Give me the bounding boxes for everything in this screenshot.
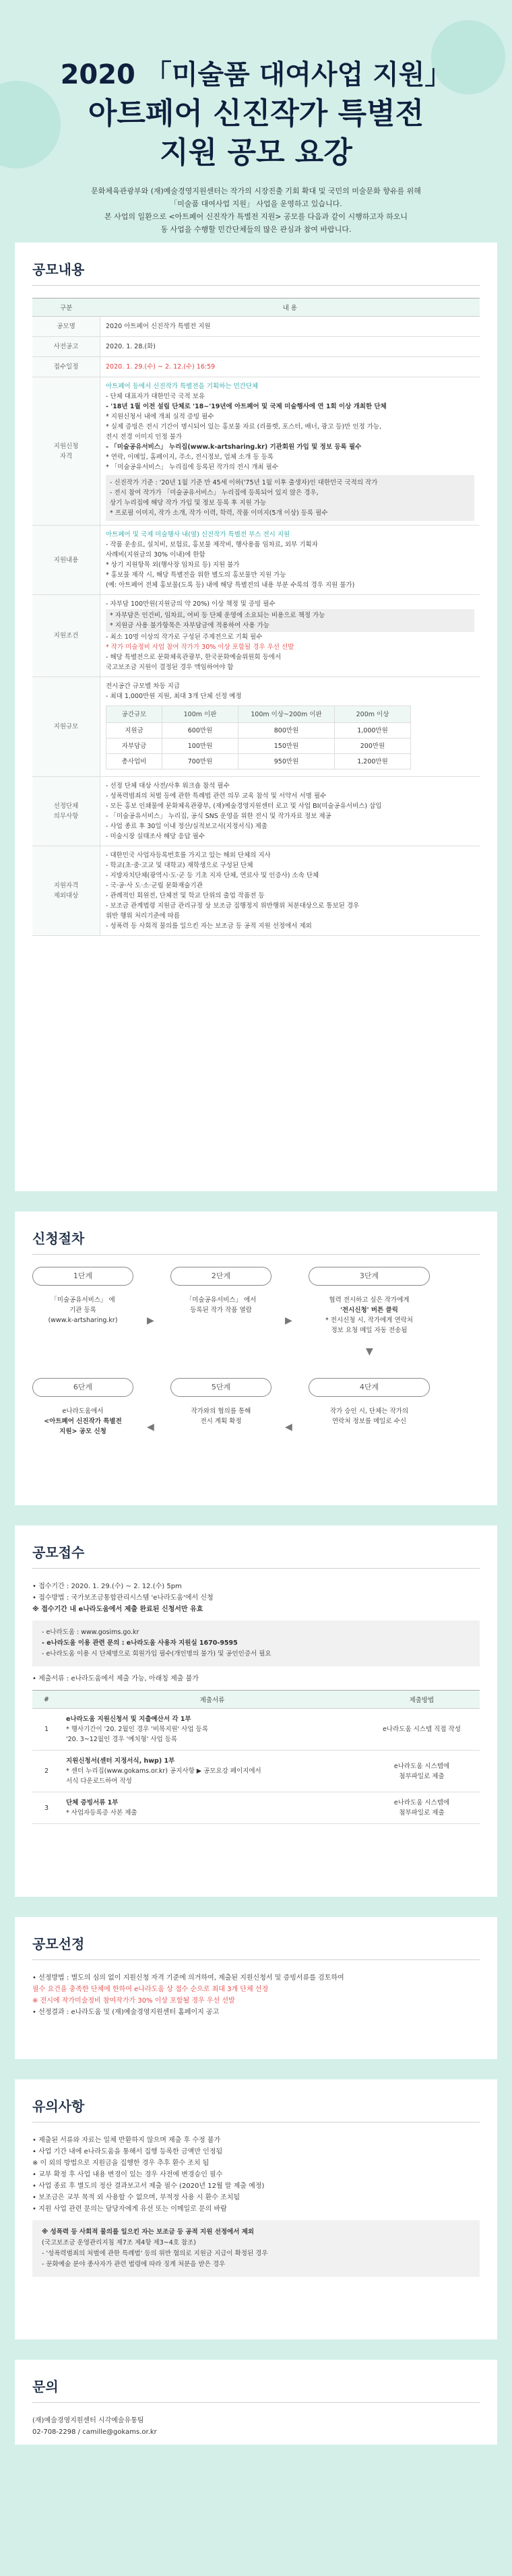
step-number: 1단계 (32, 1267, 133, 1286)
text-line: ※ 접수기간 내 e나라도움에서 제출 완료된 신청서만 유효 (32, 1606, 203, 1613)
section-title: 신청절차 (32, 1228, 480, 1255)
text-line: '전시신청' 버튼 클릭 (340, 1307, 398, 1314)
text-line: • 사업 종료 후 별도의 정산 결과보고서 제출 필수 (2020년 12월 말 제출 예정) (32, 2182, 265, 2190)
text-line: <아트페어 신진작가 특별전 (44, 1418, 122, 1425)
selection-card (15, 1917, 497, 2059)
row-value (100, 595, 480, 677)
contact-info (32, 2415, 480, 2438)
text-line: 작가와의 협의를 통해 (191, 1408, 251, 1415)
amount-header: 100m 이상~200m 이판 (238, 706, 335, 723)
text-line: * 센터 누리집(www.gokams.or.kr) 공지사항 ▶ 공모요강 페이지에서 (66, 1767, 261, 1775)
text-line: - 관례적인 회원전, 단체전 및 학교 단위의 출업 작품전 등 (106, 892, 265, 900)
text-line: - 학교(초·중·고교 및 대학교) 재학생으로 구성된 단체 (106, 862, 253, 869)
text-line: (예: 아트페어 전체 홍보물(도록 등) 내에 해당 특별전의 내용 부분 수록의 경우 지원 불가) (106, 582, 355, 589)
table-row (32, 1709, 480, 1751)
amount-cell: 200만원 (335, 739, 411, 754)
row-label: 사전공고 (32, 337, 100, 357)
row-value (100, 777, 480, 846)
text-line: * 연락, 이메일, 홈페이지, 주소, 전시정보, 업체 소개 등 등록 (106, 453, 274, 461)
text-line: 단체 증빙서류 1부 (66, 1799, 119, 1807)
amount-cell: 자부담금 (106, 739, 162, 754)
amount-cell: 지원금 (106, 723, 162, 739)
text-line: '20. 3~12월인 경우 '예치형' 사업 등록 (66, 1736, 178, 1743)
step-desc (32, 1295, 133, 1325)
text-line: - 보조금 관계법령 지원금 관리규정 상 보조금 집행정지 위반행위 처분대상으로 통보된 경우 (106, 902, 360, 910)
step-3 (309, 1267, 430, 1336)
text-line: ※ 이 외의 방법으로 지원금을 집행한 경우 추후 환수 조치 됨 (32, 2160, 210, 2167)
main-title-2: 아트페어 신진작가 특별전 (88, 96, 424, 131)
doc-name (61, 1792, 364, 1824)
amount-cell: 총사업비 (106, 754, 162, 769)
contact-phone: 02-708-2298 / camille@gokams.or.kr (32, 2428, 157, 2436)
row-label: 선정단체 의무사항 (32, 777, 100, 846)
text-line: - 대한민국 사업자등록번호를 가지고 있는 해외 단체의 지사 (106, 852, 271, 859)
text-line: - 선정 단체 대상 사전/사후 워크숍 참석 필수 (106, 782, 230, 790)
section-title: 문의 (32, 2376, 480, 2403)
text-line: e나라도움에서 (62, 1408, 104, 1415)
text-line: - 미술시장 실태조사 해당 응답 필수 (106, 833, 205, 840)
text-line: 서식 다운로드하여 작성 (66, 1778, 132, 1785)
text-line: - 최소 10명 이상의 작가로 구성된 주제전으로 기획 필수 (106, 633, 263, 641)
process-card (15, 1212, 497, 1505)
text-line: • 접수기간 : 2020. 1. 29.(수) ~ 2. 12.(수) 5pm (32, 1583, 182, 1590)
text-line: - 단체 대표자가 대한민국 국적 보유 (106, 393, 205, 400)
doc-no: 3 (32, 1792, 61, 1824)
main-title-1: 2020 「미술품 대여사업 지원」 (60, 59, 452, 90)
section-title: 공모내용 (32, 259, 480, 286)
text-line: - e나라도움 이용 관련 문의 : e나라도움 사용자 지원실 1670-9595 (42, 1639, 238, 1647)
intro-line: 문화체육관광부와 (재)예술경영지원센터는 작가의 시장진출 기회 확대 및 국민의 미술문화 향유를 위해 (91, 187, 421, 195)
step-desc (309, 1406, 430, 1426)
step-5 (170, 1378, 271, 1426)
text-line: - 해당 특별전으로 문화체육관광부, 한국문화예술위원회 등에서 (106, 654, 282, 661)
amount-cell: 950만원 (238, 754, 335, 769)
text-line: • 교부 확정 후 사업 내용 변경이 있는 경우 사전에 변경승인 필수 (32, 2171, 223, 2178)
arrow-left-icon: ◀ (285, 1422, 292, 1433)
text-line: 필수 요건을 충족한 단체에 한하여 e나라도움 상 접수 순으로 최대 3개 단체 선정 (32, 1986, 269, 1993)
step-4 (309, 1378, 430, 1426)
text-line: 지원신청서(센터 지정서식, hwp) 1부 (66, 1757, 175, 1765)
doc-no: 1 (32, 1709, 61, 1751)
text-line: • 보조금은 교부 목적 외 사용할 수 없으며, 부적정 사용 시 환수 조치됨 (32, 2194, 241, 2201)
section-title: 공모선정 (32, 1933, 480, 1960)
text-line: - 「미술공유서비스」 누리집(www.k-artsharing.kr) 기관회원 가입 및 정보 등록 필수 (106, 443, 362, 451)
text-line: (국고보조금 운영관리지침 제7조 제4항 제3~4호 참조) (42, 2239, 197, 2247)
row-value (100, 677, 480, 777)
text-line: * 프로필 이미지, 작가 소개, 작가 이력, 학력, 작품 이미지(5개 이상) 등록 필수 (110, 509, 328, 517)
intro-line: 동 사업을 수행할 민간단체들의 많은 관심과 참여 바랍니다. (160, 225, 352, 234)
documents-table (32, 1690, 480, 1824)
text-line: - '18년 1월 이전 설립 단체로 '18~'19년에 아트페어 및 국제 미술행사에 연 1회 이상 개최한 단체 (106, 403, 387, 410)
docs-intro (32, 1673, 480, 1685)
text-line: 국고보조금 지원이 결정된 경우 액임하여야 함 (106, 664, 234, 671)
text-line: * 상기 지원항목 외(행사장 임차료 등) 지원 불가 (106, 561, 240, 569)
text-line: * 지원금 사용 불가항목은 자부담금에 적용하여 사용 가능 (110, 622, 269, 629)
hero-section (0, 0, 512, 243)
step-2 (170, 1267, 271, 1315)
table-row (32, 1751, 480, 1792)
table-header: 제출방법 (364, 1691, 480, 1709)
row-label: 지원내용 (32, 526, 100, 595)
text-line: • 제출서류 : e나라도움에서 제출 가능, 아래칭 제출 불가 (32, 1675, 199, 1683)
text-line: - 자부담 100만원(지원금의 약 20%) 이상 책정 및 증빙 필수 (106, 600, 276, 608)
text-line: - 사업 종료 후 30일 이내 정산/실적보고서(지정서식) 제출 (106, 823, 267, 830)
text-line: * 실제 증빙은 전시 기간이 명시되어 있는 홍보물 자료 (리플렛, 포스터, 배너, 광고 등)만 인정 가능, (106, 423, 382, 431)
selection-info (32, 1972, 480, 2018)
text-line: ※ 전시에 작가미술정비 참여작가가 30% 이상 포함될 경우 우선 선발 (32, 1997, 235, 2005)
text-line: • 사업 기간 내에 e나라도움을 통해서 집행 등록한 금액만 인정됨 (32, 2148, 223, 2156)
notes-card (15, 2079, 497, 2339)
step-desc (309, 1295, 430, 1336)
row-label: 지원자격 제외대상 (32, 846, 100, 936)
submission-card (15, 1526, 497, 1897)
step-1 (32, 1267, 133, 1325)
text-line: 정보 요청 메일 자동 전송됨 (331, 1327, 408, 1334)
doc-name (61, 1709, 364, 1751)
text-line: 「미술공유서비스」 에서 (185, 1296, 257, 1304)
row-value: 2020 아트페어 신진작가 특별전 지원 (100, 317, 480, 337)
step-number: 4단계 (309, 1378, 430, 1397)
contact-org: (재)예술경영지원센터 시각예술유통팀 (32, 2417, 144, 2424)
text-line: 아트페어 및 국제 미술행사 내(옆) 신진작가 특별전 부스 전시 지원 (106, 531, 290, 538)
text-line: * 사업자등록증 사본 제출 (66, 1809, 137, 1817)
text-line: 위반 행위 처리기준에 따름 (106, 912, 181, 920)
main-title-3: 지원 공모 요강 (160, 135, 352, 170)
intro-text (0, 185, 512, 236)
amount-cell: 1,200만원 (335, 754, 411, 769)
text-line: * 홍보물 제작 시, 해당 특별전을 위한 별도의 홍보물만 지원 가능 (106, 571, 286, 579)
text-line: - 성폭력범죄의 처벌 등에 관한 특례법 관련 의무 교육 참석 및 서약서 서명 필수 (106, 792, 327, 800)
table-header: 구분 (32, 299, 100, 317)
amount-cell: 800만원 (238, 723, 335, 739)
text-line: - '성폭력범죄의 처벌에 관한 특례법' 등의 위반 혐의로 지원금 지급이 확정된 경우 (42, 2250, 268, 2257)
text-line: - 「미술공유서비스」 누리집, 공식 SNS 운영을 위한 전시 및 작가자료 정보 제공 (106, 813, 331, 820)
amount-cell: 600만원 (162, 723, 238, 739)
text-line: - 작품 운송료, 설치비, 보험료, 홍보물 제작비, 행사용품 임차료, 외부 기획자 (106, 541, 318, 548)
text-line: * 행사기간이 '20. 2월인 경우 '비목지원' 사업 등록 (66, 1726, 208, 1733)
row-label: 지원조건 (32, 595, 100, 677)
text-line: 등록된 작가 작품 열람 (190, 1307, 252, 1314)
text-line: - 모든 홍보 인쇄물에 문화체육관광부, (재)예술경영지원센터 로고 및 사업 BI(미술공유서비스) 삽입 (106, 803, 382, 810)
text-line: * 작가 미술정비 사업 참여 작가가 30% 이상 포함될 경우 우선 선발 (106, 643, 294, 651)
text-line: • 선정결과 : e나라도움 및 (재)예술경영지원센터 홈페이지 공고 (32, 2009, 220, 2016)
row-value: 2020. 1. 28.(화) (100, 337, 480, 357)
text-line: - e나라도움 이용 시 단체명으로 회원가입 필수(개인명의 불가) 및 공인인증서 필요 (42, 1650, 271, 1658)
arrow-left-icon: ◀ (147, 1422, 154, 1433)
text-line: * 「미술공유서비스」 누리집에 등록된 작가의 전시 개최 필수 (106, 464, 278, 471)
text-line: 작가 승인 시, 단체는 작가의 (329, 1408, 409, 1415)
arrow-down-icon: ▼ (366, 1346, 373, 1357)
row-label: 지원신청 자격 (32, 377, 100, 526)
text-line: (www.k-artsharing.kr) (48, 1317, 118, 1324)
step-number: 6단계 (32, 1378, 133, 1397)
text-line: • 제출된 서류와 자료는 일체 반환하지 않으며 제출 후 수정 불가 (32, 2137, 221, 2144)
doc-method: e나라도움 시스템 직접 작성 (364, 1709, 480, 1751)
overview-card (15, 243, 497, 1191)
amount-cell: 150만원 (238, 739, 335, 754)
notes-info (32, 2135, 480, 2215)
text-line: • 접수방법 : 국가보조금통합관리시스템 'e나라도움'에서 신청 (32, 1594, 214, 1602)
contact-card (15, 2360, 497, 2445)
row-value (100, 377, 480, 526)
text-line: e나라도움 지원신청서 및 지출예산서 각 1부 (66, 1716, 191, 1723)
text-line: • 선정방법 : 별도의 심의 없이 지원신청 자격 기준에 의거하여, 제출된 지원신청서 및 증빙서류를 검토하여 (32, 1974, 344, 1982)
text-line: 「미술공유서비스」 에 (51, 1296, 115, 1304)
table-header: # (32, 1691, 61, 1709)
text-line: 사례비(지원금의 30% 이내)에 한함 (106, 551, 205, 559)
row-label: 공모명 (32, 317, 100, 337)
text-line: ※ 성폭력 등 사회적 물의를 일으킨 자는 보조금 등 공적 지원 선정에서 제외 (42, 2228, 255, 2236)
section-title: 공모접수 (32, 1542, 480, 1569)
text-line: 기관 등록 (69, 1307, 96, 1314)
doc-no: 2 (32, 1751, 61, 1792)
text-line: • 지원 사업 관련 문의는 담당자에게 유선 또는 이메일로 문의 바람 (32, 2205, 227, 2213)
text-line: - 지방자치단체(광역시·도·군 등 기초 지자 단체, 연료사 및 인증사) 소속 단체 (106, 872, 319, 879)
text-line: * 전시신청 시, 작가에게 연락처 (325, 1317, 413, 1324)
submission-info (32, 1581, 480, 1615)
text-line: 협력 전시하고 싶은 작가에게 (329, 1296, 410, 1304)
amount-cell: 1,000만원 (335, 723, 411, 739)
step-number: 2단계 (170, 1267, 271, 1286)
overview-table (32, 298, 480, 936)
step-6 (32, 1378, 133, 1437)
row-value (100, 846, 480, 936)
text-line: 지원> 공모 신청 (59, 1428, 106, 1435)
section-title: 유의사항 (32, 2096, 480, 2123)
text-line: - 문화예술 분야 종사자가 관련 법령에 따라 징계 처분을 받은 경우 (42, 2261, 226, 2268)
intro-line: 「미술품 대여사업 지원」 사업을 운영하고 있습니다. (170, 199, 342, 208)
amount-header: 200m 이상 (335, 706, 411, 723)
arrow-right-icon: ▶ (147, 1315, 154, 1326)
arrow-right-icon: ▶ (285, 1315, 292, 1326)
doc-name (61, 1751, 364, 1792)
text-line: - 국·공·사 도·소·군립 문화재술기관 (106, 882, 203, 889)
text-line: 전시 계획 확정 (200, 1418, 242, 1425)
text-line: 상기 누리집에 해당 작가 가입 및 정보 등록 후 지원 가능 (110, 499, 267, 507)
step-desc (170, 1406, 271, 1426)
amount-cell: 100만원 (162, 739, 238, 754)
table-header: 내 용 (100, 299, 480, 317)
intro-line: 본 사업의 일환으로 <아트페어 신진작가 특별전 지원> 공모를 다음과 같이 시행하고자 하오니 (104, 212, 408, 221)
text-line: - 전시 참여 작가가 「미술공유서비스」 누리집에 등록되어 있지 않은 경우, (110, 489, 319, 497)
text-line: 연락처 정보를 메일로 수신 (331, 1418, 406, 1425)
step-number: 5단계 (170, 1378, 271, 1397)
text-line: - 성폭력 등 사회적 물의를 일으킨 자는 보조금 등 공적 지원 선정에서 제외 (106, 922, 312, 930)
row-value (100, 526, 480, 595)
amount-header: 100m 이판 (162, 706, 238, 723)
row-label: 접수일정 (32, 357, 100, 377)
text-line: - 신진작가 기준 : '20년 1월 기준 만 45세 이하('75년 1월 이후 출생자)인 대한민국 국적의 작가 (110, 479, 378, 486)
enara-info-box (32, 1621, 480, 1666)
text-line: 전시 전경 이미지 인정 불가 (106, 433, 183, 441)
notes-box (32, 2220, 480, 2277)
doc-method: e나라도움 시스템에 첨부파일로 제출 (364, 1751, 480, 1792)
text-line: * 자부담은 인건비, 임차료, 여비 등 단체 운영에 소요되는 비용으로 책정 가능 (110, 612, 325, 619)
text-line: - e나라도움 : www.gosims.go.kr (42, 1629, 139, 1636)
doc-method: e나라도움 시스템에 첨부파일로 제출 (364, 1792, 480, 1824)
amount-table (106, 705, 411, 769)
text-line: * 지원신청서 내에 개최 실적 증빙 필수 (106, 413, 214, 420)
row-value: 2020. 1. 29.(수) ~ 2. 12.(수) 16:59 (100, 357, 480, 377)
table-row (32, 1792, 480, 1824)
text-line: 아트페어 등에서 신진작가 특별전을 기획하는 민간단체 (106, 383, 259, 390)
text-line: - 최대 1,000만원 지원, 최대 3개 단체 선정 예정 (106, 693, 242, 700)
text-line: 전시공간 규모별 차등 지급 (106, 683, 181, 690)
table-header: 제출서류 (61, 1691, 364, 1709)
step-desc (170, 1295, 271, 1315)
amount-header: 공간규모 (106, 706, 162, 723)
amount-cell: 700만원 (162, 754, 238, 769)
step-desc (32, 1406, 133, 1437)
step-number: 3단계 (309, 1267, 430, 1286)
row-label: 지원규모 (32, 677, 100, 777)
